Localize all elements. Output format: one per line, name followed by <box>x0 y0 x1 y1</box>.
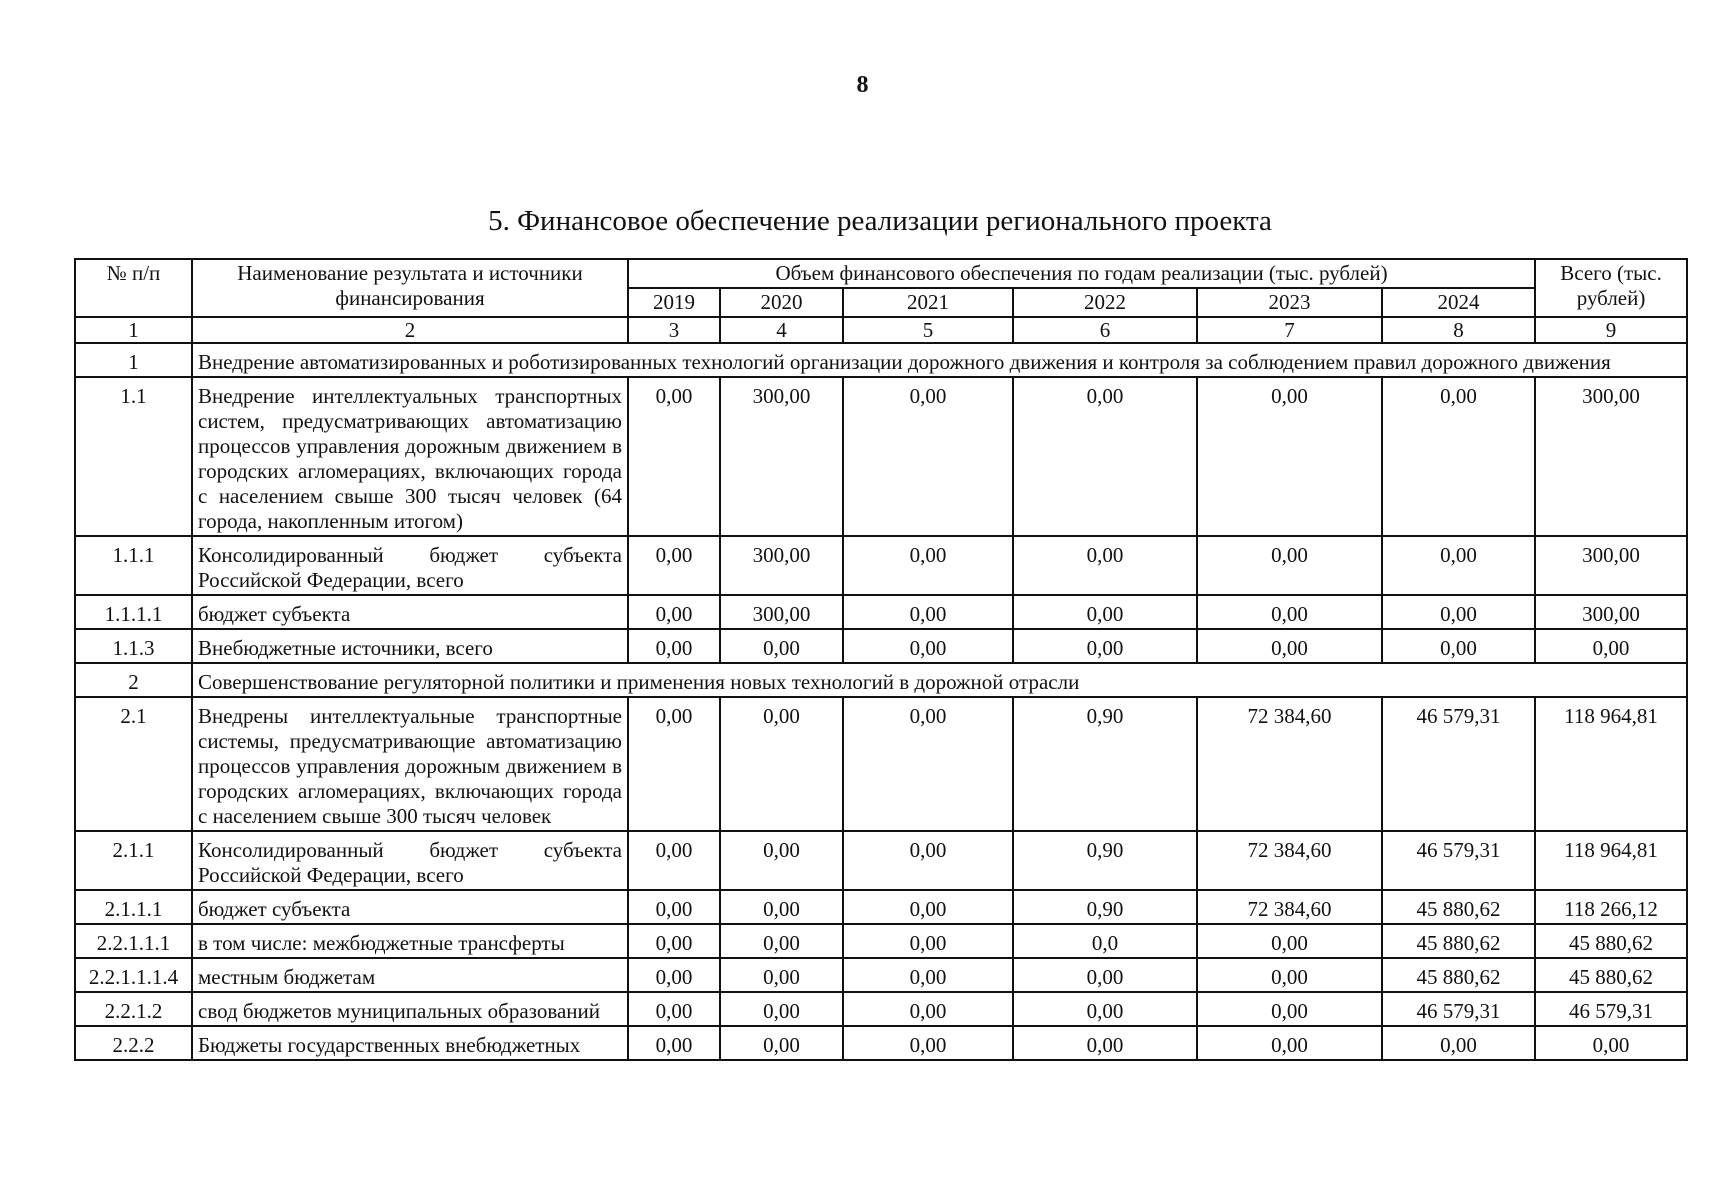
value-cell: 0,00 <box>1197 924 1382 958</box>
total-cell: 46 579,31 <box>1535 992 1687 1026</box>
value-cell: 0,00 <box>1013 1026 1197 1060</box>
total-cell: 300,00 <box>1535 595 1687 629</box>
row-name: местным бюджетам <box>192 958 628 992</box>
table-row <box>75 890 1687 924</box>
row-number: 2.1.1 <box>75 831 192 890</box>
table-row <box>75 958 1687 992</box>
value-cell: 0,00 <box>843 536 1013 595</box>
value-cell: 72 384,60 <box>1197 697 1382 831</box>
value-cell: 0,00 <box>1013 958 1197 992</box>
total-cell: 300,00 <box>1535 377 1687 536</box>
value-cell: 0,00 <box>628 697 720 831</box>
value-cell: 0,00 <box>628 1026 720 1060</box>
value-cell: 0,90 <box>1013 890 1197 924</box>
column-index: 2 <box>192 317 628 343</box>
value-cell: 45 880,62 <box>1382 958 1535 992</box>
total-cell: 118 964,81 <box>1535 697 1687 831</box>
header-row <box>75 259 1687 288</box>
row-number: 2.1 <box>75 697 192 831</box>
row-number: 2.2.1.2 <box>75 992 192 1026</box>
header-year: 2019 <box>628 288 720 317</box>
row-number: 1.1.1 <box>75 536 192 595</box>
section-row <box>75 663 1687 697</box>
value-cell: 0,00 <box>628 890 720 924</box>
value-cell: 0,00 <box>628 958 720 992</box>
section-title: Совершенствование регуляторной политики и применения новых технологий в дорожной отрасли <box>192 663 1687 697</box>
column-index: 6 <box>1013 317 1197 343</box>
value-cell: 45 880,62 <box>1382 890 1535 924</box>
value-cell: 0,00 <box>720 629 843 663</box>
row-number: 2 <box>75 663 192 697</box>
header-name: Наименование результата и источники финансирования <box>192 259 628 317</box>
value-cell: 300,00 <box>720 377 843 536</box>
value-cell: 0,00 <box>628 595 720 629</box>
table-row <box>75 377 1687 536</box>
value-cell: 0,00 <box>720 958 843 992</box>
value-cell: 0,00 <box>628 536 720 595</box>
value-cell: 0,00 <box>720 831 843 890</box>
value-cell: 0,00 <box>720 992 843 1026</box>
value-cell: 0,00 <box>1013 629 1197 663</box>
total-cell: 300,00 <box>1535 536 1687 595</box>
row-number: 1.1.3 <box>75 629 192 663</box>
value-cell: 0,00 <box>628 377 720 536</box>
row-name: Консолидированный бюджет субъекта Российской Федерации, всего <box>192 831 628 890</box>
table-row <box>75 1026 1687 1060</box>
table-row <box>75 831 1687 890</box>
column-index: 4 <box>720 317 843 343</box>
value-cell: 0,00 <box>628 629 720 663</box>
header-year: 2024 <box>1382 288 1535 317</box>
value-cell: 72 384,60 <box>1197 831 1382 890</box>
total-cell: 118 964,81 <box>1535 831 1687 890</box>
value-cell: 0,00 <box>843 831 1013 890</box>
value-cell: 0,00 <box>720 1026 843 1060</box>
table-row <box>75 595 1687 629</box>
value-cell: 0,00 <box>1382 377 1535 536</box>
table-row <box>75 629 1687 663</box>
value-cell: 0,00 <box>843 629 1013 663</box>
row-number: 1 <box>75 343 192 377</box>
value-cell: 0,00 <box>1197 629 1382 663</box>
value-cell: 0,00 <box>1013 377 1197 536</box>
value-cell: 0,00 <box>1382 536 1535 595</box>
value-cell: 0,00 <box>843 377 1013 536</box>
total-cell: 0,00 <box>1535 629 1687 663</box>
value-cell: 0,00 <box>1197 595 1382 629</box>
table-row <box>75 536 1687 595</box>
value-cell: 0,00 <box>1013 536 1197 595</box>
row-number: 2.2.2 <box>75 1026 192 1060</box>
table-row <box>75 992 1687 1026</box>
header-year: 2023 <box>1197 288 1382 317</box>
row-number: 2.1.1.1 <box>75 890 192 924</box>
column-index-row <box>75 317 1687 343</box>
header-total: Всего (тыс. рублей) <box>1535 259 1687 317</box>
total-cell: 45 880,62 <box>1535 958 1687 992</box>
value-cell: 0,00 <box>1197 992 1382 1026</box>
row-name: свод бюджетов муниципальных образований <box>192 992 628 1026</box>
header-num: № п/п <box>75 259 192 317</box>
total-cell: 0,00 <box>1535 1026 1687 1060</box>
value-cell: 0,00 <box>628 831 720 890</box>
value-cell: 0,00 <box>843 924 1013 958</box>
value-cell: 0,00 <box>843 1026 1013 1060</box>
value-cell: 0,00 <box>1382 595 1535 629</box>
value-cell: 0,00 <box>1197 377 1382 536</box>
value-cell: 0,00 <box>628 992 720 1026</box>
value-cell: 0,00 <box>843 958 1013 992</box>
value-cell: 0,00 <box>1013 595 1197 629</box>
document-title: 5. Финансовое обеспечение реализации регионального проекта <box>488 205 1272 237</box>
value-cell: 0,00 <box>843 595 1013 629</box>
row-name: бюджет субъекта <box>192 595 628 629</box>
financing-table <box>74 258 1688 1061</box>
value-cell: 0,00 <box>1197 958 1382 992</box>
header-year: 2022 <box>1013 288 1197 317</box>
value-cell: 0,00 <box>720 924 843 958</box>
value-cell: 0,00 <box>843 992 1013 1026</box>
row-name: в том числе: межбюджетные трансферты <box>192 924 628 958</box>
row-name: Внедрение интеллектуальных транспортных систем, предусматривающих автоматизацию процессов управления дорожным движением в городских агломерациях, включающих города с населением свыше 300 тысяч человек (64 города, накопленным итогом) <box>192 377 628 536</box>
row-name: Внебюджетные источники, всего <box>192 629 628 663</box>
value-cell: 0,00 <box>720 697 843 831</box>
value-cell: 300,00 <box>720 595 843 629</box>
table-row <box>75 697 1687 831</box>
value-cell: 0,00 <box>1197 1026 1382 1060</box>
value-cell: 0,0 <box>1013 924 1197 958</box>
value-cell: 300,00 <box>720 536 843 595</box>
row-number: 2.2.1.1.1.4 <box>75 958 192 992</box>
column-index: 1 <box>75 317 192 343</box>
row-name: бюджет субъекта <box>192 890 628 924</box>
row-number: 1.1.1.1 <box>75 595 192 629</box>
header-volume: Объем финансового обеспечения по годам реализации (тыс. рублей) <box>628 259 1535 288</box>
row-number: 1.1 <box>75 377 192 536</box>
value-cell: 72 384,60 <box>1197 890 1382 924</box>
column-index: 7 <box>1197 317 1382 343</box>
value-cell: 46 579,31 <box>1382 992 1535 1026</box>
value-cell: 0,00 <box>843 697 1013 831</box>
row-number: 2.2.1.1.1 <box>75 924 192 958</box>
table-row <box>75 924 1687 958</box>
value-cell: 0,90 <box>1013 697 1197 831</box>
column-index: 3 <box>628 317 720 343</box>
column-index: 9 <box>1535 317 1687 343</box>
value-cell: 0,90 <box>1013 831 1197 890</box>
header-year: 2021 <box>843 288 1013 317</box>
row-name: Внедрены интеллектуальные транспортные системы, предусматривающие автоматизацию процессов управления дорожным движением в городских агломерациях, включающих города с населением свыше 300 тысяч человек <box>192 697 628 831</box>
column-index: 8 <box>1382 317 1535 343</box>
value-cell: 45 880,62 <box>1382 924 1535 958</box>
value-cell: 46 579,31 <box>1382 697 1535 831</box>
total-cell: 45 880,62 <box>1535 924 1687 958</box>
row-name: Бюджеты государственных внебюджетных <box>192 1026 628 1060</box>
page-number: 8 <box>856 72 869 98</box>
value-cell: 0,00 <box>1382 629 1535 663</box>
value-cell: 0,00 <box>1382 1026 1535 1060</box>
header-year: 2020 <box>720 288 843 317</box>
value-cell: 0,00 <box>843 890 1013 924</box>
section-row <box>75 343 1687 377</box>
row-name: Консолидированный бюджет субъекта Российской Федерации, всего <box>192 536 628 595</box>
value-cell: 0,00 <box>720 890 843 924</box>
column-index: 5 <box>843 317 1013 343</box>
total-cell: 118 266,12 <box>1535 890 1687 924</box>
value-cell: 0,00 <box>1197 536 1382 595</box>
section-title: Внедрение автоматизированных и роботизированных технологий организации дорожного движения и контроля за соблюдением правил дорожного движения <box>192 343 1687 377</box>
value-cell: 0,00 <box>1013 992 1197 1026</box>
value-cell: 0,00 <box>628 924 720 958</box>
value-cell: 46 579,31 <box>1382 831 1535 890</box>
